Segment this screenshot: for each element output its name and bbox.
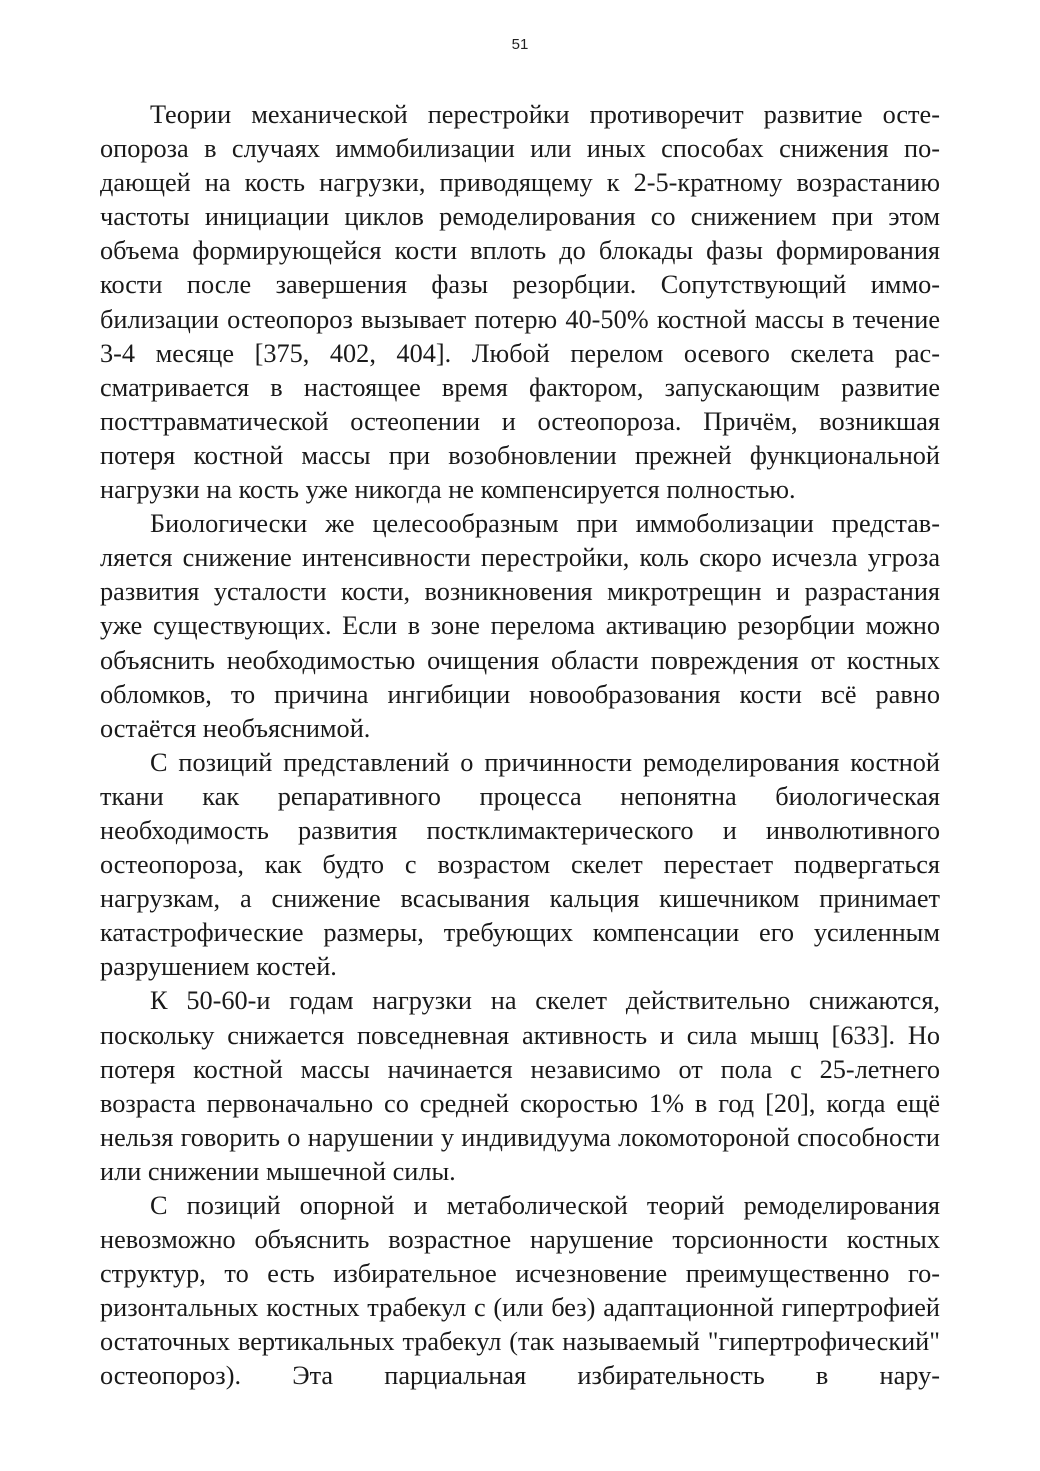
paragraph-1: Теории механической перестройки противоречит развитие остеопороза в случаях иммобилизации или иных способах снижения подающей на кость нагрузки, приводящему к 2-5-кратному возрастанию частоты инициации циклов ремоделирования со снижением при этом объема формирующейся кости вплоть до блокады фазы формирования кости после завершения фазы резорбции. Сопутствующий иммобилизации остеопороз вызывает потерю 40-50% костной массы в течение 3-4 месяце [375, 402, 404]. Любой перелом осевого скелета рассматривается в настоящее время фактором, запускающим развитие посттравматической остеопении и остеопороза. Причём, возникшая потеря костной массы при возобновлении прежней функциональной нагрузки на кость уже никогда не компенсируется полностью. — [100, 100, 940, 505]
paragraph-3: С позиций представлений о причинности ремоделирования костной ткани как репаративного процесса непонятна биологическая необходимость развития постклимактерического и инволютивного остеопороза, как будто с возрастом скелет перестает подвергаться нагрузкам, а снижение всасывания кальция кишечником принимает катастрофические размеры, требующих компенсации его усиленным разрушением костей. — [100, 747, 940, 982]
paragraph-5: С позиций опорной и метаболической теорий ремоделирования невозможно объяснить возрастное нарушение торсионности костных структур, то есть избирательное исчезновение преимущественно горизонтальных костных трабекул с (или без) адаптационной гипертрофией остаточных вертикальных трабекул (так называемый "гипертрофический" остеопороз). Эта парциальная избирательность в нару- — [100, 1191, 940, 1391]
paragraph-2: Биологически же целесообразным при иммоболизации представляется снижение интенсивности перестройки, коль скоро исчезла угроза развития усталости кости, возникновения микротрещин и разрастания уже существующих. Если в зоне перелома активацию резорбции можно объяснить необходимостью очищения области повреждения от костных обломков, то причина ингибиции новообразования кости всё равно остаётся необъяснимой. — [100, 509, 940, 743]
paragraph-4: К 50-60-и годам нагрузки на скелет действительно снижаются, поскольку снижается повседневная активность и сила мышц [633]. Но потеря костной массы начинается независимо от пола с 25-летнего возраста первоначально со средней скоростью 1% в год [20], когда ещё нельзя говорить о нарушении у индивидуума локомотороной способности или снижении мышечной силы. — [100, 986, 940, 1186]
body-text — [100, 98, 940, 1394]
page-number: 51 — [511, 36, 529, 53]
